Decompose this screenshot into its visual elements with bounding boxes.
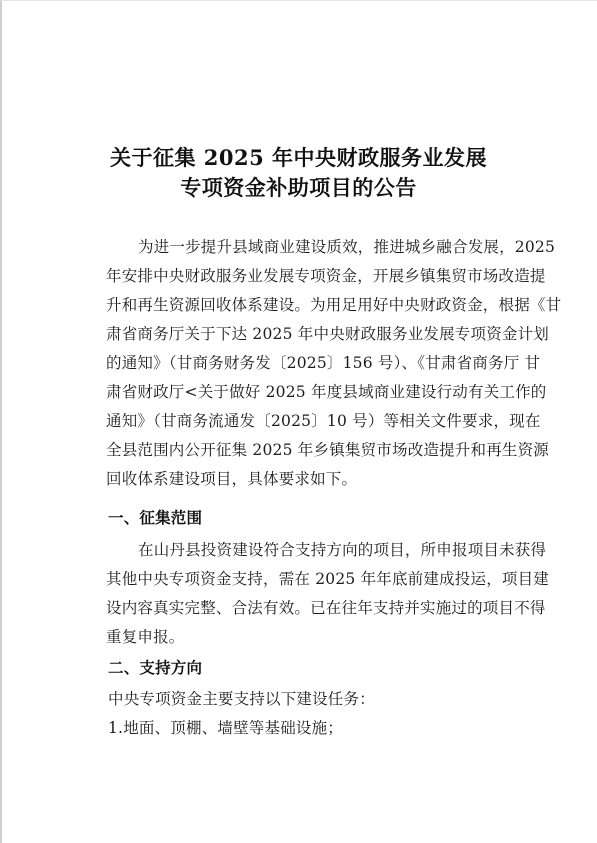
document-title-line-2: 专项资金补助项目的公告 [180, 175, 417, 200]
section-2-line: 1.地面、顶棚、墙壁等基础设施； [108, 719, 343, 737]
section-1-line: 在山丹县投资建设符合支持方向的项目，所申报项目未获得 [138, 541, 547, 559]
body-line: 升和再生资源回收体系建设。为用足用好中央财政资金，根据《甘 [106, 296, 562, 314]
body-line: 肃省商务厅关于下达 2025 年中央财政服务业发展专项资金计划 [106, 325, 550, 343]
body-line: 年安排中央财政服务业发展专项资金，开展乡镇集贸市场改造提 [106, 267, 546, 285]
body-line: 全县范围内公开征集 2025 年乡镇集贸市场改造提升和再生资源 [106, 441, 550, 459]
section-heading-scope: 一、征集范围 [108, 508, 203, 527]
body-line: 回收体系建设项目，具体要求如下。 [106, 470, 358, 488]
section-2-line: 中央专项资金主要支持以下建设任务： [108, 690, 375, 708]
section-1-line: 设内容真实完整、合法有效。已在往年支持并实施过的项目不得 [106, 599, 546, 617]
section-1-line: 其他中央专项资金支持，需在 2025 年年底前建成投运，项目建 [106, 570, 550, 588]
body-line: 为进一步提升县域商业建设质效，推进城乡融合发展，2025 [138, 238, 556, 256]
document-title-line-1: 关于征集 2025 年中央财政服务业发展 [109, 145, 488, 170]
body-line: 通知》（甘商务流通发〔2025〕10 号）等相关文件要求，现在 [106, 412, 541, 430]
section-heading-direction: 二、支持方向 [108, 658, 203, 677]
body-line: 的通知》（甘商务财务发〔2025〕156 号）、《甘肃省商务厅 甘 [106, 354, 541, 372]
section-1-line: 重复申报。 [106, 628, 185, 646]
body-line: 肃省财政厅<关于做好 2025 年度县域商业建设行动有关工作的 [106, 383, 547, 401]
